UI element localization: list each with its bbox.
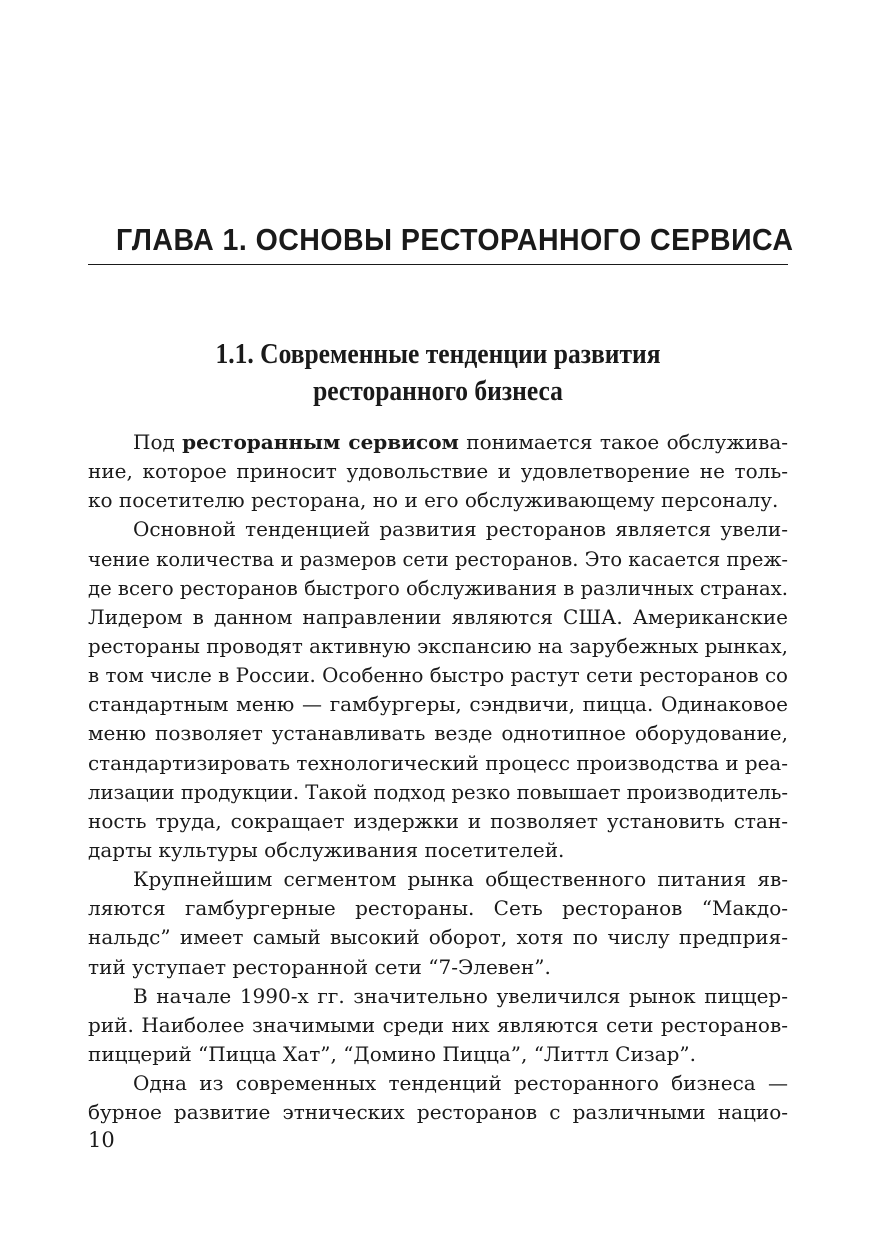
bold-term: ресторанным сервисом <box>182 430 459 454</box>
paragraph-2-line: Лидером в данном направлении являются США. Американские <box>88 604 788 629</box>
paragraph-4-line: рий. Наиболее значимыми среди них являются сети ресторанов- <box>88 1012 788 1037</box>
paragraph-3-line: Крупнейшим сегментом рынка общественного питания яв- <box>133 867 788 892</box>
chapter-title: ГЛАВА 1. ОСНОВЫ РЕСТОРАННОГО СЕРВИСА <box>116 222 794 257</box>
paragraph-1-line-2: ние, которое приносит удовольствие и удовлетворение не толь- <box>88 459 788 484</box>
paragraph-2-line: лизации продукции. Такой подход резко повышает производитель- <box>88 779 789 804</box>
paragraph-2-line: Основной тенденцией развития ресторанов является увели- <box>133 517 788 542</box>
page-number: 10 <box>88 1128 115 1152</box>
section-title <box>88 336 788 410</box>
paragraph-2-line: ность труда, сокращает издержки и позволяет установить стан- <box>88 808 788 833</box>
paragraph-2-line: в том числе в России. Особенно быстро растут сети ресторанов со <box>88 663 788 688</box>
text-run: понимается такое обслужива- <box>458 430 789 454</box>
paragraph-2-line: меню позволяет устанавливать везде однотипное оборудование, <box>88 721 788 746</box>
paragraph-4-line: В начале 1990-х гг. значительно увеличился рынок пиццер- <box>133 983 788 1008</box>
paragraph-3-line: нальдс” имеет самый высокий оборот, хотя по числу предприя- <box>88 925 788 950</box>
section-title-line-1: 1.1. Современные тенденции развития <box>215 338 661 370</box>
paragraph-1-line-3: ко посетителю ресторана, но и его обслуживающему персоналу. <box>88 488 779 513</box>
paragraph-1-line-1 <box>88 428 788 457</box>
paragraph-3-line: тий уступает ресторанной сети “7-Элевен”. <box>88 954 551 979</box>
paragraph-2-line: стандартизировать технологический процесс производства и реа- <box>88 750 789 775</box>
paragraph-2-line: стандартным меню — гамбургеры, сэндвичи, пицца. Одинаковое <box>88 692 788 717</box>
paragraph-5-line: бурное развитие этнических ресторанов с различными нацио- <box>88 1100 788 1125</box>
body-text <box>88 428 788 1127</box>
paragraph-2-line: рестораны проводят активную экспансию на зарубежных рынках, <box>88 633 788 658</box>
paragraph-4-line: пиццерий “Пицца Хат”, “Домино Пицца”, “Литтл Сизар”. <box>88 1041 696 1066</box>
paragraph-3-line: ляются гамбургерные рестораны. Сеть ресторанов “Макдо- <box>88 896 788 921</box>
paragraph-5-line: Одна из современных тенденций ресторанного бизнеса — <box>133 1071 788 1096</box>
text-run: Под <box>133 430 183 454</box>
paragraph-2-line: дарты культуры обслуживания посетителей. <box>88 837 565 862</box>
section-title-line-2: ресторанного бизнеса <box>313 375 563 407</box>
paragraph-2-line: де всего ресторанов быстрого обслуживания в различных странах. <box>88 575 789 600</box>
paragraph-2-line: чение количества и размеров сети ресторанов. Это касается преж- <box>88 546 788 571</box>
chapter-title-underline <box>88 264 788 265</box>
